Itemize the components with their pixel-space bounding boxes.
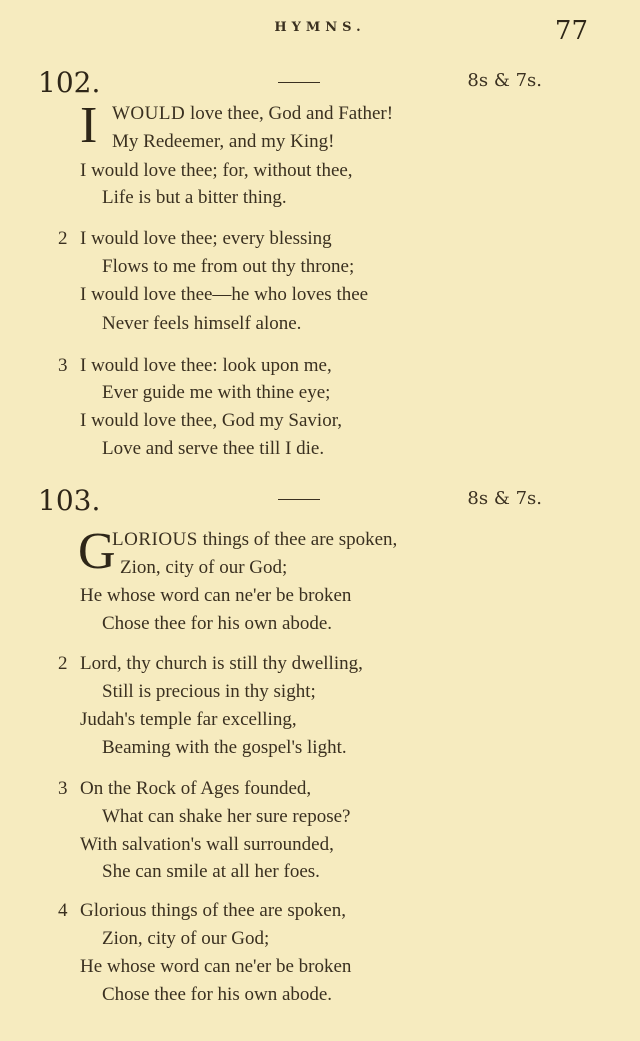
hymn-number: 103.: [38, 484, 101, 517]
hymn-line: On the Rock of Ages founded,: [80, 778, 312, 799]
hymn-line: I would love thee: look upon me,: [80, 355, 332, 376]
verse-number: 3: [58, 355, 68, 376]
hymn-line: Ever guide me with thine eye;: [102, 382, 331, 403]
hymn-line: Zion, city of our God;: [120, 557, 288, 578]
running-header: HYMNS.: [274, 20, 366, 35]
hymn-line: What can shake her sure repose?: [102, 806, 351, 827]
hymn-line: Zion, city of our God;: [102, 928, 270, 949]
drop-cap: G: [78, 523, 116, 580]
verse-number: 3: [58, 778, 68, 799]
title-dash: [278, 499, 320, 500]
hymn-meter: 8s & 7s.: [467, 70, 542, 91]
first-word: WOULD: [112, 103, 186, 124]
hymn-line: Life is but a bitter thing.: [102, 187, 287, 208]
hymn-line: I would love thee; every blessing: [80, 228, 332, 249]
hymn-line: Glorious things of thee are spoken,: [80, 900, 346, 921]
hymn-line: My Redeemer, and my King!: [112, 131, 335, 152]
hymn-line: WOULD love thee, God and Father!: [112, 103, 394, 124]
hymn-line: She can smile at all her foes.: [102, 861, 320, 882]
verse-number: 4: [58, 900, 68, 921]
hymn-line: Still is precious in thy sight;: [102, 681, 316, 702]
hymn-line: With salvation's wall surrounded,: [80, 834, 334, 855]
hymn-meter: 8s & 7s.: [467, 488, 542, 509]
hymn-line: Love and serve thee till I die.: [102, 438, 325, 459]
hymn-line: He whose word can ne'er be broken: [80, 585, 352, 606]
hymn-line: Lord, thy church is still thy dwelling,: [80, 653, 363, 674]
hymn-line: Flows to me from out thy throne;: [102, 256, 355, 277]
hymn-line: I would love thee; for, without thee,: [80, 160, 353, 181]
verse-number: 2: [58, 653, 68, 674]
hymn-line: I would love thee—he who loves thee: [80, 284, 369, 305]
hymn-line: Never feels himself alone.: [102, 313, 302, 334]
hymn-line: He whose word can ne'er be broken: [80, 956, 352, 977]
verse-number: 2: [58, 228, 68, 249]
hymn-line: I would love thee, God my Savior,: [80, 410, 343, 431]
page-number: 77: [554, 16, 588, 46]
first-word: LORIOUS: [112, 529, 198, 550]
hymn-line: Chose thee for his own abode.: [102, 613, 333, 634]
hymn-line: Chose thee for his own abode.: [102, 984, 333, 1005]
drop-cap: I: [80, 97, 98, 154]
title-dash: [278, 82, 320, 83]
hymn-line: Beaming with the gospel's light.: [102, 737, 347, 758]
hymn-line: LORIOUS things of thee are spoken,: [112, 529, 398, 550]
hymn-number: 102.: [38, 66, 101, 99]
hymn-line: Judah's temple far excelling,: [80, 709, 297, 730]
